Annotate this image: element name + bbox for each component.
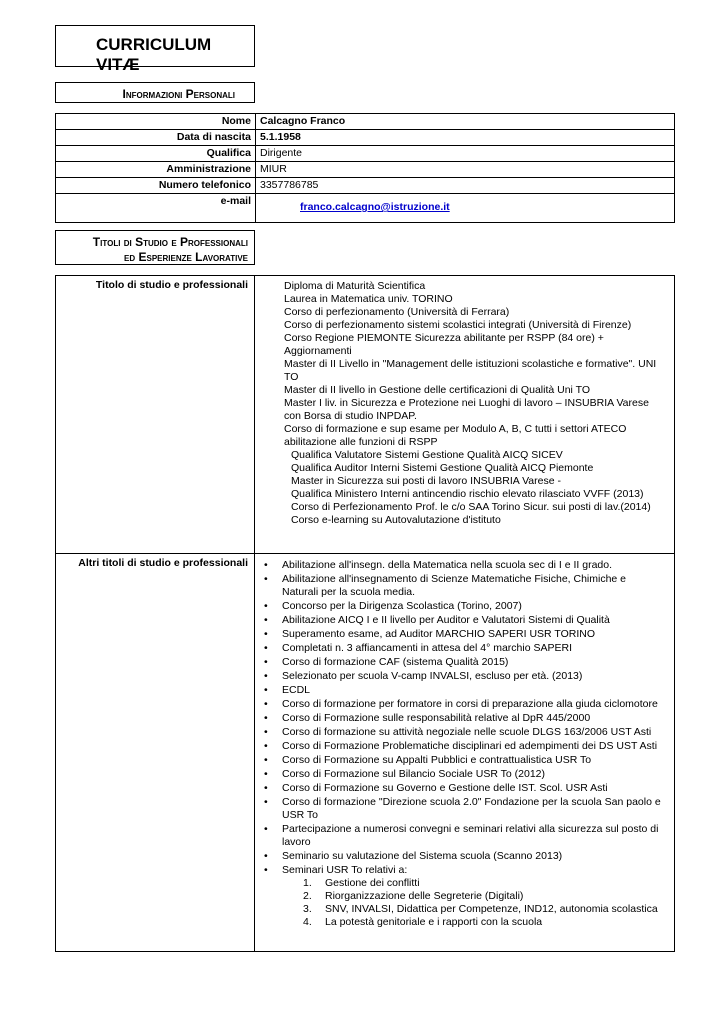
other-item [282, 684, 665, 697]
study-item: Master di II livello in Gestione delle certificazioni di Qualità Uni TO [284, 384, 590, 396]
info-row [56, 114, 675, 130]
other-item [282, 768, 665, 781]
section-studies-heading [93, 235, 248, 265]
seminar-number: 3. [303, 903, 312, 915]
study-item: Corso di perfezionamento (Università di Ferrara) [284, 306, 510, 318]
info-row [56, 162, 675, 178]
other-item [282, 726, 665, 739]
info-row [56, 130, 675, 146]
seminar-item [303, 903, 665, 916]
other-item-text: Completati n. 3 affiancamenti in attesa del 4° marchio SAPERI [282, 642, 572, 654]
other-item-text: Partecipazione a numerosi convegni e seminari relativi alla sicurezza sul posto di lavoro [282, 823, 659, 848]
study-item: Corso di formazione e sup esame per Modulo A, B, C tutti i settori ATECO abilitazione alle funzioni di RSPP [284, 423, 627, 448]
info-row [56, 178, 675, 194]
other-cell [255, 554, 675, 952]
seminar-number: 1. [303, 877, 312, 889]
study-item-indented: Qualifica Auditor Interni Sistemi Gestione Qualità AICQ Piemonte [291, 462, 594, 474]
info-value: MIUR [256, 162, 675, 178]
other-item-text: Abilitazione AICQ I e II livello per Auditor e Valutatori Sistemi di Qualità [282, 614, 610, 626]
section-studies-line1: Titoli di Studio e Professionali [92, 235, 248, 249]
page-title: CURRICULUM VITÆ [96, 35, 212, 74]
seminar-item [303, 877, 665, 890]
other-item-text: Corso di formazione su attività negoziale nelle scuole DLGS 163/2006 UST Asti [282, 726, 652, 738]
other-item [282, 628, 665, 641]
info-value: 5.1.1958 [256, 130, 675, 146]
studies-row [56, 276, 675, 554]
other-item [282, 600, 665, 613]
study-item-indented: Qualifica Valutatore Sistemi Gestione Qualità AICQ SICEV [291, 449, 563, 461]
other-item-text: Corso di formazione "Direzione scuola 2.0" Fondazione per la scuola San paolo e USR To [282, 796, 661, 821]
other-item [282, 864, 665, 929]
seminar-list [282, 877, 665, 929]
other-item-text: Superamento esame, ad Auditor MARCHIO SAPERI USR TORINO [282, 628, 595, 640]
seminar-text: La potestà genitoriale e i rapporti con la scuola [325, 916, 543, 928]
study-item: Laurea in Matematica univ. TORINO [284, 293, 453, 305]
email-link[interactable]: franco.calcagno@istruzione.it [300, 201, 450, 213]
studies-table [55, 275, 675, 952]
other-item [282, 614, 665, 627]
other-list [256, 555, 673, 929]
other-item [282, 754, 665, 767]
info-value: Calcagno Franco [256, 114, 675, 130]
other-item-text: Selezionato per scuola V-camp INVALSI, escluso per età. (2013) [282, 670, 583, 682]
seminar-text: Riorganizzazione delle Segreterie (Digitali) [325, 890, 524, 902]
other-item-text: Corso di formazione CAF (sistema Qualità 2015) [282, 656, 509, 668]
info-row-email [56, 194, 675, 223]
section-studies-line2: ed Esperienze Lavorative [124, 250, 248, 264]
studies-cell [255, 276, 675, 554]
other-item-text: Concorso per la Dirigenza Scolastica (Torino, 2007) [282, 600, 522, 612]
info-label: Data di nascita [56, 130, 256, 146]
info-label: Numero telefonico [56, 178, 256, 194]
email-cell [256, 194, 675, 223]
seminar-item [303, 890, 665, 903]
other-item-text: Corso di Formazione sulle responsabilità relative al DpR 445/2000 [282, 712, 591, 724]
study-item: Master di II Livello in "Management delle istituzioni scolastiche e formative". UNI TO [284, 358, 657, 383]
study-item-indented: Corso e-learning su Autovalutazione d'istituto [291, 514, 501, 526]
other-item [282, 642, 665, 655]
other-item-text: Corso di Formazione Problematiche disciplinari ed adempimenti dei DS UST Asti [282, 740, 658, 752]
other-item [282, 559, 665, 572]
section-personal-box [55, 82, 255, 103]
other-item [282, 656, 665, 669]
other-item-text: ECDL [282, 684, 311, 696]
other-item-text: Seminari USR To relativi a: [282, 864, 408, 876]
study-item: Diploma di Maturità Scientifica [284, 280, 426, 292]
seminar-number: 2. [303, 890, 312, 902]
other-item-text: Corso di formazione per formatore in corsi di preparazione alla giuda ciclomotore [282, 698, 658, 710]
other-item [282, 823, 665, 849]
study-item-indented: Master in Sicurezza sui posti di lavoro INSUBRIA Varese - [291, 475, 561, 487]
info-row [56, 146, 675, 162]
personal-info-table [55, 113, 675, 223]
other-item-text: Corso di Formazione su Appalti Pubblici e contrattualistica USR To [282, 754, 592, 766]
email-label: e-mail [56, 194, 256, 223]
info-value: Dirigente [256, 146, 675, 162]
title-box [55, 25, 255, 74]
info-label: Amministrazione [56, 162, 256, 178]
other-item-text: Abilitazione all'insegnamento di Scienze Matematiche Fisiche, Chimiche e Naturali per la scuola media. [282, 573, 627, 598]
other-item [282, 670, 665, 683]
other-item [282, 740, 665, 753]
study-item: Corso di perfezionamento sistemi scolastici integrati (Università di Firenze) [284, 319, 632, 331]
studies-list [256, 277, 673, 527]
other-item [282, 782, 665, 795]
seminar-text: Gestione dei conflitti [325, 877, 420, 889]
other-item [282, 573, 665, 599]
section-studies-box [55, 230, 255, 265]
other-item [282, 712, 665, 725]
study-item-indented: Corso di Perfezionamento Prof. le c/o SAA Torino Sicur. sui posti di lav.(2014) [291, 501, 651, 513]
section-personal-heading: Informazioni Personali [122, 87, 235, 101]
other-item-text: Abilitazione all'insegn. della Matematica nella scuola sec di I e II grado. [282, 559, 613, 571]
info-value: 3357786785 [256, 178, 675, 194]
seminar-item [303, 916, 665, 929]
study-item: Corso Regione PIEMONTE Sicurezza abilitante per RSPP (84 ore) + Aggiornamenti [284, 332, 604, 357]
study-item: Master I liv. in Sicurezza e Protezione nei Luoghi di lavoro – INSUBRIA Varese con Borsa di studio INPDAP. [284, 397, 649, 422]
other-item-text: Corso di Formazione su Governo e Gestione delle IST. Scol. USR Asti [282, 782, 608, 794]
study-item-indented: Qualifica Ministero Interni antincendio rischio elevato rilasciato VVFF (2013) [291, 488, 644, 500]
seminar-text: SNV, INVALSI, Didattica per Competenze, IND12, autonomia scolastica [325, 903, 658, 915]
other-row [56, 554, 675, 952]
other-item-text: Seminario su valutazione del Sistema scuola (Scanno 2013) [282, 850, 563, 862]
seminar-number: 4. [303, 916, 312, 928]
other-label: Altri titoli di studio e professionali [56, 554, 255, 952]
other-item [282, 698, 665, 711]
other-item-text: Corso di Formazione sul Bilancio Sociale USR To (2012) [282, 768, 546, 780]
other-item [282, 850, 665, 863]
studies-label: Titolo di studio e professionali [56, 276, 255, 554]
other-item [282, 796, 665, 822]
info-label: Qualifica [56, 146, 256, 162]
info-label: Nome [56, 114, 256, 130]
